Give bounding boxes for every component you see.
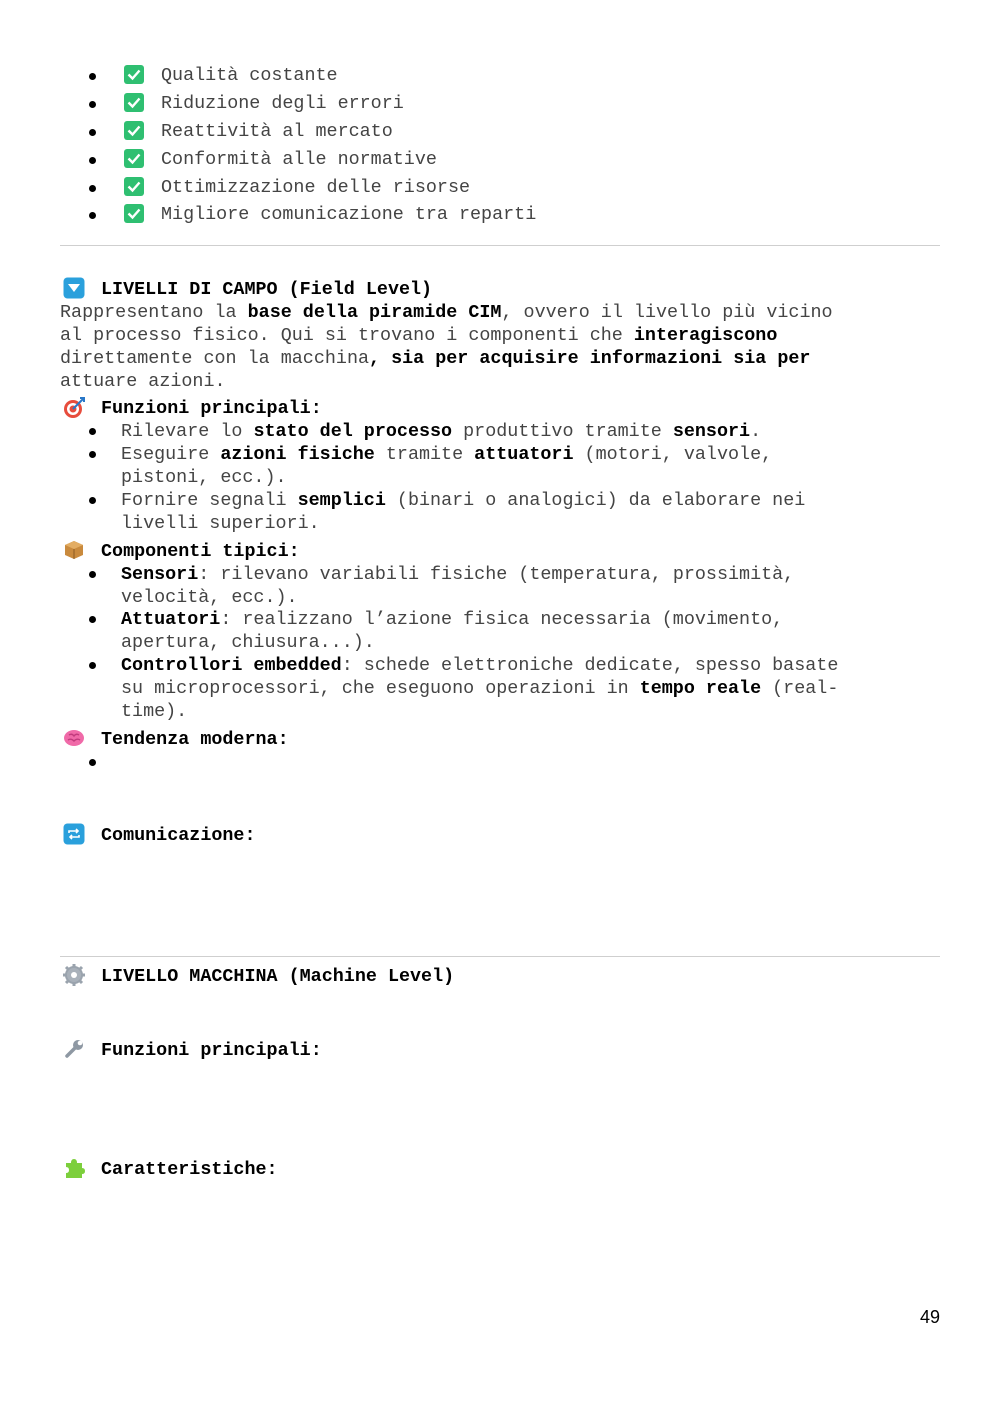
divider <box>60 245 940 246</box>
down-arrow-icon <box>63 277 85 299</box>
list-item-line: Sensori: rilevano variabili fisiche (temperatura, prossimità, <box>121 564 795 585</box>
bullet-dot <box>89 212 96 219</box>
list-item-line: time). <box>121 701 188 722</box>
list-item: Conformità alle normative <box>161 149 437 170</box>
divider <box>60 956 940 957</box>
list-item: Migliore comunicazione tra reparti <box>161 204 537 225</box>
target-icon <box>63 397 85 419</box>
bullet-dot <box>89 101 96 108</box>
bullet-dot <box>89 73 96 80</box>
list-item-line: su microprocessori, che eseguono operazioni in tempo reale (real- <box>121 678 839 699</box>
section-title-machine: LIVELLO MACCHINA (Machine Level) <box>101 966 455 987</box>
list-item: Riduzione degli errori <box>161 93 404 114</box>
list-item: Qualità costante <box>161 65 338 86</box>
field-trend-title: Tendenza moderna: <box>101 729 289 750</box>
check-icon <box>124 93 144 112</box>
bullet-dot <box>89 571 96 578</box>
wrench-icon <box>63 1038 85 1060</box>
bullet-dot <box>89 185 96 192</box>
bullet-dot <box>89 129 96 136</box>
bullet-dot <box>89 157 96 164</box>
list-item: Ottimizzazione delle risorse <box>161 177 471 198</box>
paragraph-line: al processo fisico. Qui si trovano i componenti che interagiscono <box>60 325 778 346</box>
brain-icon <box>63 727 85 749</box>
list-item-line: velocità, ecc.). <box>121 587 298 608</box>
package-icon <box>63 539 85 561</box>
check-icon <box>124 65 144 84</box>
list-item-line: apertura, chiusura...). <box>121 632 375 653</box>
bullet-dot <box>89 497 96 504</box>
field-comm-title: Comunicazione: <box>101 825 256 846</box>
page-number: 49 <box>919 1307 940 1327</box>
bullet-dot <box>89 428 96 435</box>
bullet-dot <box>89 759 96 766</box>
list-item-line: livelli superiori. <box>121 513 320 534</box>
gear-icon <box>63 964 85 986</box>
paragraph-line: direttamente con la macchina, sia per acquisire informazioni sia per <box>60 348 811 369</box>
bullet-dot <box>89 451 96 458</box>
field-functions-title: Funzioni principali: <box>101 398 322 419</box>
machine-features-title: Caratteristiche: <box>101 1159 278 1180</box>
check-icon <box>124 177 144 196</box>
bullet-dot <box>89 662 96 669</box>
list-item-line: Rilevare lo stato del processo produttivo tramite sensori. <box>121 421 762 442</box>
check-icon <box>124 149 144 168</box>
section-title-field: LIVELLI DI CAMPO (Field Level) <box>101 279 433 300</box>
check-icon <box>124 121 144 140</box>
machine-functions-title: Funzioni principali: <box>101 1040 322 1061</box>
field-components-title: Componenti tipici: <box>101 541 300 562</box>
list-item-line: Eseguire azioni fisiche tramite attuatori (motori, valvole, <box>121 444 773 465</box>
repeat-icon <box>63 823 85 845</box>
check-icon <box>124 204 144 223</box>
list-item-line: Fornire segnali semplici (binari o analogici) da elaborare nei <box>121 490 806 511</box>
puzzle-icon <box>63 1157 85 1179</box>
paragraph-line: Rappresentano la base della piramide CIM, ovvero il livello più vicino <box>60 302 833 323</box>
bullet-dot <box>89 616 96 623</box>
paragraph-line: attuare azioni. <box>60 371 226 392</box>
list-item-line: pistoni, ecc.). <box>121 467 287 488</box>
list-item-line: Attuatori: realizzano l’azione fisica necessaria (movimento, <box>121 609 784 630</box>
list-item: Reattività al mercato <box>161 121 393 142</box>
list-item-line: Controllori embedded: schede elettroniche dedicate, spesso basate <box>121 655 839 676</box>
